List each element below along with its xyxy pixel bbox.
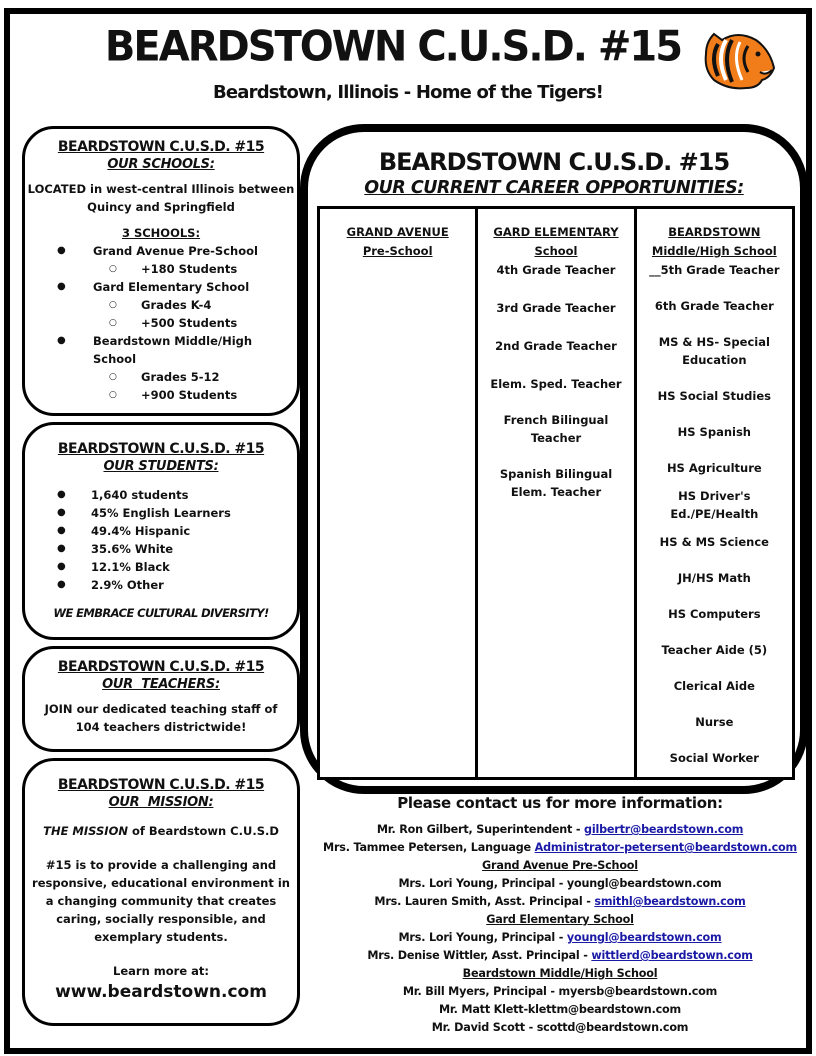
students-heading: BEARDSTOWN C.U.S.D. #15 — [57, 441, 265, 457]
contact-school-heading: Gard Elementary School — [486, 913, 634, 926]
teachers-box — [22, 646, 300, 752]
column-header: Pre-School — [362, 244, 433, 258]
job-listing: HS Social Studies — [657, 389, 771, 403]
student-stat: ● 49.4% Hispanic — [57, 524, 191, 538]
job-listing: Social Worker — [669, 751, 759, 765]
schools-heading: BEARDSTOWN C.U.S.D. #15 — [57, 139, 265, 155]
careers-box — [300, 124, 808, 794]
email-link[interactable]: smithl@beardstown.com — [594, 895, 746, 908]
job-listing: JH/HS Math — [677, 571, 751, 585]
careers-table — [317, 206, 795, 780]
job-listing: 6th Grade Teacher — [654, 299, 774, 313]
mission-box — [22, 758, 300, 1026]
email-link[interactable]: youngl@beardstown.com — [566, 931, 722, 944]
contact-line: Mr. Ron Gilbert, Superintendent - gilbertr@beardstown.com — [376, 823, 744, 836]
job-listing: Spanish Bilingual Elem. Teacher — [499, 467, 613, 499]
careers-subheading: OUR CURRENT CAREER OPPORTUNITIES: — [364, 178, 744, 198]
column-header: School — [534, 244, 578, 258]
email-link[interactable]: Administrator-petersent@beardstown.com — [534, 841, 797, 854]
column-header: GRAND AVENUE — [346, 225, 449, 239]
school-detail: ○ +180 Students — [109, 262, 238, 276]
job-listing: HS Spanish — [677, 425, 751, 439]
contact-line: Mr. Matt Klett-klettm@beardstown.com — [439, 1003, 681, 1016]
student-stat: ● 1,640 students — [57, 488, 189, 502]
location-text: LOCATED in west-central Illinois between Quincy and Springfield — [27, 182, 295, 214]
column-header: Middle/High School — [651, 244, 777, 258]
contact-school-heading: Beardstown Middle/High School — [462, 967, 658, 980]
contact-line: Mr. Bill Myers, Principal - myersb@beardstown.com — [402, 985, 718, 998]
careers-heading: BEARDSTOWN C.U.S.D. #15 — [378, 148, 730, 176]
school-item: ● Grand Avenue Pre-School — [57, 244, 258, 258]
page-subtitle: Beardstown, Illinois - Home of the Tigers! — [212, 82, 604, 103]
mission-intro: THE MISSION of Beardstown C.U.S.D — [43, 824, 279, 838]
job-listing: Nurse — [695, 715, 734, 729]
school-item: ● Beardstown Middle/High School — [57, 334, 253, 366]
job-listing: Elem. Sped. Teacher — [490, 377, 622, 391]
teachers-heading: BEARDSTOWN C.U.S.D. #15 — [57, 659, 265, 675]
student-stat: ● 35.6% White — [57, 542, 174, 556]
schools-list — [57, 242, 261, 404]
page-title: BEARDSTOWN C.U.S.D. #15 — [104, 22, 682, 72]
school-detail: ○ Grades K-4 — [109, 298, 212, 312]
teachers-count: 104 teachers districtwide! — [75, 720, 247, 734]
contact-school-heading: Grand Avenue Pre-School — [482, 859, 638, 872]
school-detail: ○ +500 Students — [109, 316, 238, 330]
school-item: ● Gard Elementary School — [57, 280, 250, 294]
students-box — [22, 422, 300, 640]
column-grand-avenue — [320, 209, 475, 777]
contact-line: Mrs. Tammee Petersen, Language Administrator-petersent@beardstown.com — [323, 841, 797, 854]
contact-section — [310, 794, 810, 1037]
learn-more-label: Learn more at: — [113, 964, 209, 978]
job-listing: Clerical Aide — [673, 679, 755, 693]
column-header: BEARDSTOWN — [668, 225, 761, 239]
school-detail: ○ +900 Students — [109, 388, 238, 402]
tiger-head-icon — [700, 28, 776, 92]
school-detail: ○ Grades 5-12 — [109, 370, 220, 384]
teachers-join-text: JOIN our dedicated teaching staff of — [44, 702, 278, 716]
students-subheading: OUR STUDENTS: — [103, 459, 219, 474]
column-beardstown-mhs — [634, 209, 792, 777]
mission-body: #15 is to provide a challenging and responsive, educational environment in a changing community that creates caring, socially responsible, and exemplary students. — [32, 858, 290, 944]
job-listing: HS Computers — [668, 607, 761, 621]
column-gard-elementary — [475, 209, 633, 777]
job-listing: 3rd Grade Teacher — [496, 301, 616, 315]
student-stats-list — [57, 486, 297, 594]
schools-box — [22, 126, 300, 416]
job-listing: French Bilingual Teacher — [503, 413, 609, 445]
column-header: GARD ELEMENTARY — [493, 225, 619, 239]
email-link[interactable]: wittlerd@beardstown.com — [591, 949, 753, 962]
job-listing: HS Agriculture — [666, 461, 762, 475]
mission-subheading: OUR MISSION: — [108, 795, 214, 810]
mission-heading: BEARDSTOWN C.U.S.D. #15 — [57, 777, 265, 793]
contact-title: Please contact us for more information: — [397, 794, 723, 812]
job-listing: HS Driver's Ed./PE/Health — [670, 489, 759, 521]
diversity-tagline: WE EMBRACE CULTURAL DIVERSITY! — [53, 606, 269, 620]
contact-line: Mrs. Lauren Smith, Asst. Principal - smithl@beardstown.com — [374, 895, 746, 908]
website-link[interactable]: www.beardstown.com — [55, 982, 267, 1002]
job-listing: 2nd Grade Teacher — [495, 339, 617, 353]
teachers-subheading: OUR TEACHERS: — [102, 677, 220, 692]
job-listing: MS & HS- Special Education — [658, 335, 770, 367]
contact-line: Mrs. Denise Wittler, Asst. Principal - wittlerd@beardstown.com — [367, 949, 753, 962]
email-link[interactable]: gilbertr@beardstown.com — [584, 823, 744, 836]
job-listing: Teacher Aide (5) — [661, 643, 768, 657]
student-stat: ● 45% English Learners — [57, 506, 231, 520]
schools-subheading: OUR SCHOOLS: — [107, 157, 215, 172]
job-listing: __5th Grade Teacher — [649, 263, 780, 277]
contact-line: Mrs. Lori Young, Principal - youngl@beardstown.com — [398, 877, 722, 890]
contact-line: Mr. David Scott - scottd@beardstown.com — [431, 1021, 689, 1034]
schools-count-heading: 3 SCHOOLS: — [121, 226, 201, 240]
contact-line: Mrs. Lori Young, Principal - youngl@beardstown.com — [398, 931, 722, 944]
job-listing: 4th Grade Teacher — [496, 263, 616, 277]
job-listing: HS & MS Science — [659, 535, 769, 549]
student-stat: ● 2.9% Other — [57, 578, 164, 592]
student-stat: ● 12.1% Black — [57, 560, 170, 574]
